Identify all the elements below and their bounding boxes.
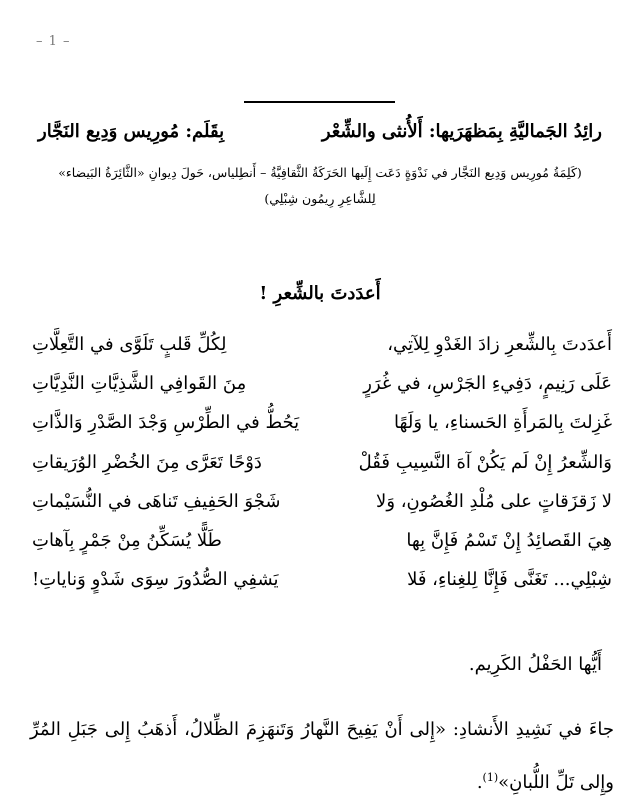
verse-4-second-hemistich: دَوْحًا تَعَرَّى مِنَ الخُضْرِ الوُرَيقاتِ (32, 451, 262, 473)
verse-2-first-hemistich: عَلَى رَنِيمٍ، دَفِيءِ الجَرْسِ، في غُرَرٍ (363, 372, 612, 394)
verse-6-second-hemistich: طَلًّا يُسَكِّنُ مِنْ جَمْرٍ بِآهاتِ (32, 529, 222, 551)
header-rule (244, 101, 395, 103)
paragraph-text: جاءَ في نَشِيدِ الأَنشادِ: «إِلى أَنْ يَفِيحَ النَّهارُ وَتَنهَزِمَ الظِّلالُ، أَذهَبُ إِلى جَبَلِ المُرِّ وإِلى تَلِّ اللُّبانِ» (30, 719, 614, 793)
verse-1-second-hemistich: لِكُلِّ قَلبٍ تَلَوَّى في التَّعِلَّاتِ (32, 333, 227, 355)
verse-6-first-hemistich: هِيَ القَصائِدُ إِنْ تَسْمُ فَإِنَّ بِها (406, 529, 612, 551)
verse-5 (32, 486, 612, 516)
article-subtitle (36, 160, 604, 212)
verse-5-second-hemistich: شَجْوَ الحَفِيفِ تَناهَى في النُّسَيْماتِ (32, 490, 281, 512)
article-author: بِقَلَم: مُورِيس وَدِيع النَجَّار (38, 120, 225, 142)
footnote-reference[interactable]: (1) (482, 771, 499, 784)
verse-3-first-hemistich: غَزِلتَ بِالمَرأَةِ الحَسناءِ، يا وَلَهًا (394, 411, 612, 433)
audience-address: أَيُّها الحَفْلُ الكَرِيم. (468, 654, 602, 675)
verse-2-second-hemistich: مِنَ القَوافِي الشَّذِيَّاتِ النَّدِيَّاتِ (32, 372, 247, 394)
verse-7-second-hemistich: يَشفِي الصُّدُورَ سِوَى شَدْوٍ وَناياتِ! (32, 568, 279, 590)
subtitle-line-1: (كَلِمَةُ مُورِيس وَدِيع النَجَّار في نَدْوَةٍ دَعَت إِلَيها الحَرَكَةُ الثَّقافِيَّةُ – أَنطِلياس، حَولَ دِيوانِ «الثَّائِرَةُ البَيضاء» (58, 165, 582, 180)
verse-1-first-hemistich: أَعدَدتَ بِالشِّعرِ زادَ الغَدْوِ لِلآتِي، (387, 333, 612, 355)
verse-7 (32, 564, 612, 594)
verse-6 (32, 525, 612, 555)
subtitle-line-2: لِلشَّاعِرِ رِيمُون شِبْلِي) (264, 191, 376, 206)
verse-4 (32, 447, 612, 477)
article-title: رائِدُ الجَماليَّةِ بِمَظهَرَيها: أَلأُنثى والشِّعْر (321, 120, 602, 142)
verse-3 (32, 407, 612, 437)
body-paragraph (30, 706, 614, 807)
verse-2 (32, 368, 612, 398)
article-header (38, 116, 602, 146)
paragraph-end: . (476, 772, 483, 793)
poem-title: أَعدَدتَ بالشِّعرِ ! (259, 283, 381, 304)
verse-3-second-hemistich: يَحُطُّ في الطِّرْسِ وَجْدَ الصَّدْرِ وَالذَّاتِ (32, 411, 300, 433)
verse-5-first-hemistich: لا زَقزَقاتٍ على مُلْدِ الغُصُونِ، وَلا (376, 490, 612, 512)
page-number: – 1 – (36, 34, 71, 49)
verse-4-first-hemistich: وَالشِّعرُ إِنْ لَم يَكُنْ آهَ النَّسِيبِ فَقُلْ (358, 451, 612, 473)
verse-1 (32, 329, 612, 359)
verse-7-first-hemistich: شِبْلِي... تَغَنَّى فَإِنَّا لِلغِناءِ، فَلا (407, 568, 612, 590)
